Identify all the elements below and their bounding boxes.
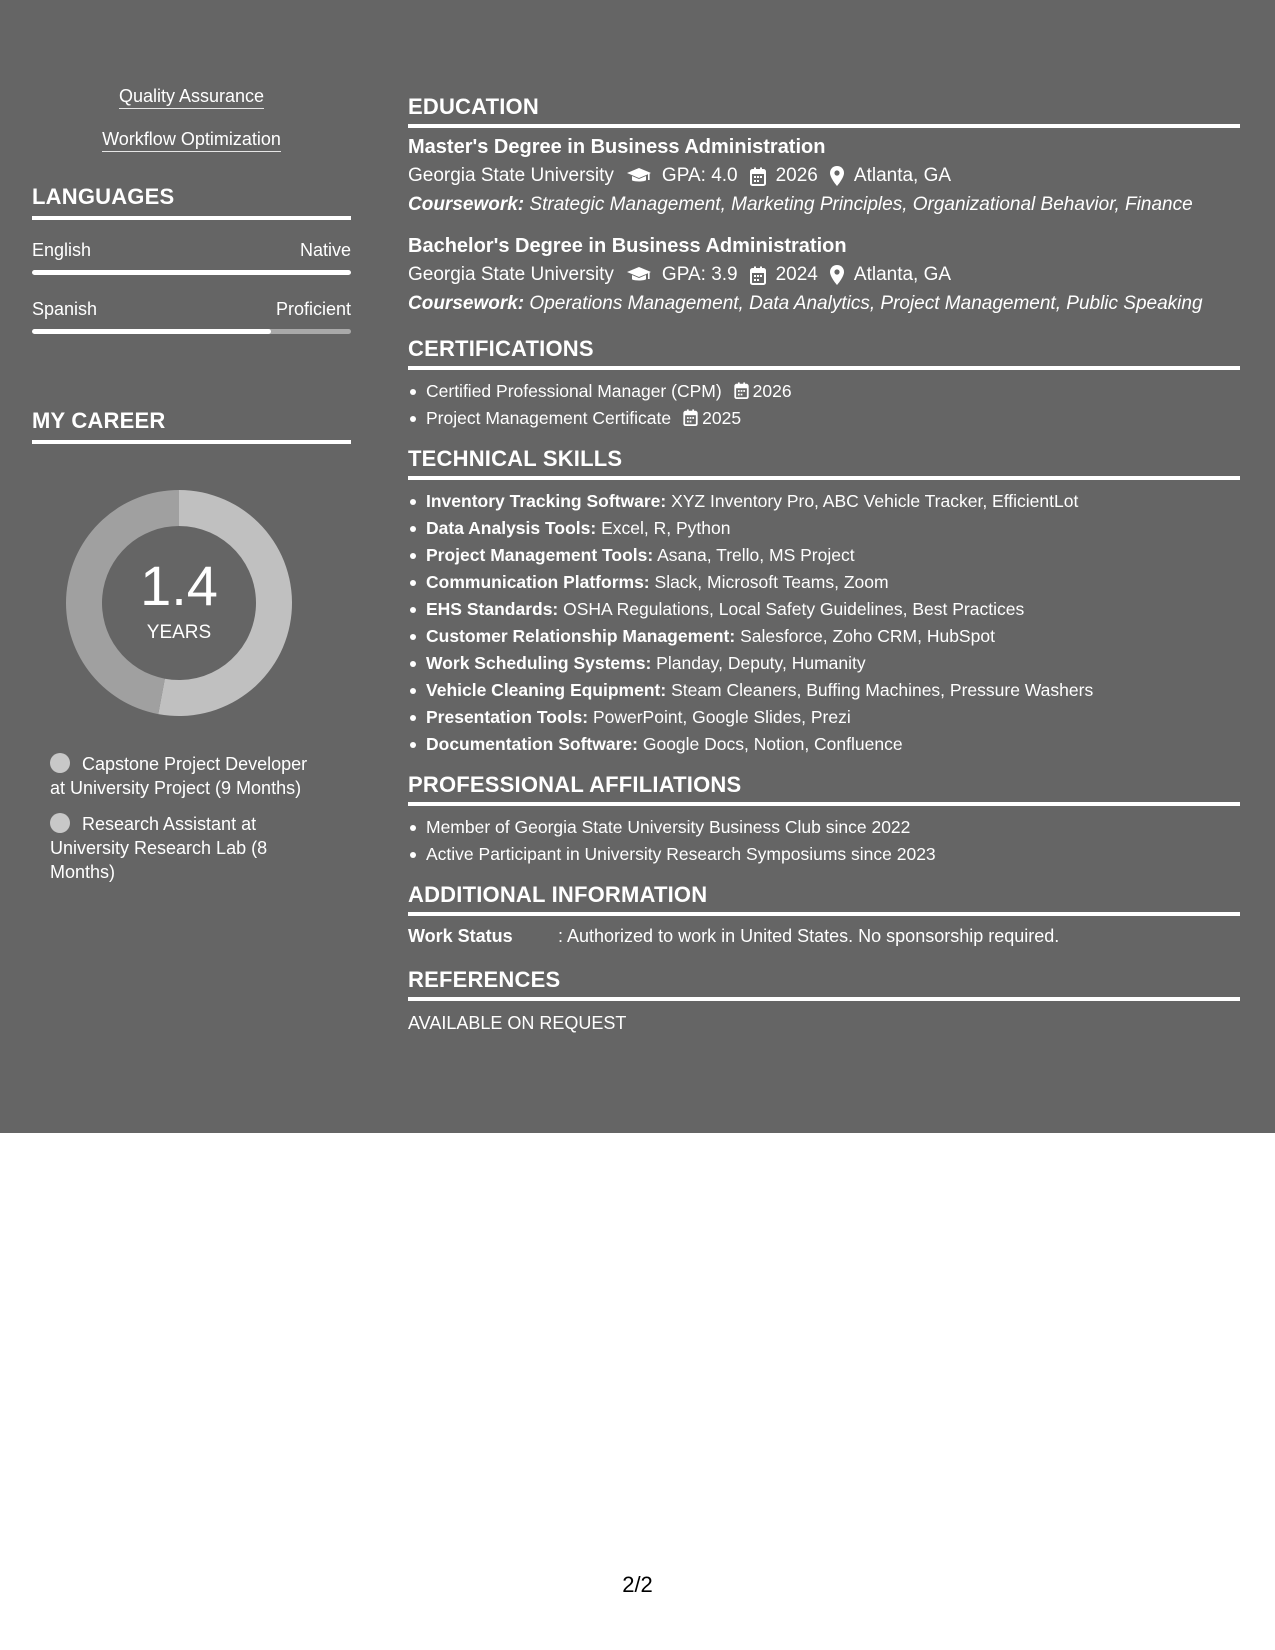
affiliations-heading: PROFESSIONAL AFFILIATIONS	[408, 772, 1240, 806]
affiliation-item: Member of Georgia State University Business Club since 2022	[408, 814, 1240, 841]
technical-skill-item	[408, 515, 1240, 542]
coursework-text: Operations Management, Data Analytics, Project Management, Public Speaking	[529, 293, 1203, 314]
language-bar	[32, 329, 351, 334]
skill-values: Salesforce, Zoho CRM, HubSpot	[740, 626, 995, 646]
degree-entry	[408, 235, 1240, 316]
calendar-icon	[734, 382, 749, 399]
work-status-value: : Authorized to work in United States. No sponsorship required.	[558, 926, 1060, 946]
degree-year: 2024	[775, 264, 818, 285]
work-status-row	[408, 926, 1240, 947]
skill-category: Project Management Tools:	[426, 545, 654, 565]
skill-category: Inventory Tracking Software:	[426, 491, 667, 511]
gpa: GPA: 4.0	[661, 165, 738, 186]
skill-values: OSHA Regulations, Local Safety Guidelines, Best Practices	[563, 599, 1025, 619]
language-bar-fill	[32, 270, 351, 275]
technical-skill-item	[408, 488, 1240, 515]
technical-skill-item	[408, 704, 1240, 731]
references-heading: REFERENCES	[408, 967, 1240, 1001]
graduation-cap-icon	[626, 266, 652, 284]
skill-category: Data Analysis Tools:	[426, 518, 597, 538]
skill-link-quality-assurance[interactable]	[32, 86, 351, 107]
career-heading: MY CAREER	[32, 408, 351, 444]
career-list	[50, 752, 320, 884]
technical-skill-item	[408, 650, 1240, 677]
degree-title: Bachelor's Degree in Business Administration	[408, 235, 847, 257]
school-name: Georgia State University	[408, 165, 614, 186]
skill-label: Quality Assurance	[119, 86, 264, 109]
affiliations-list	[408, 814, 1240, 868]
language-bar	[32, 270, 351, 275]
degree-location: Atlanta, GA	[853, 264, 952, 285]
career-donut	[64, 488, 294, 718]
technical-skills-heading: TECHNICAL SKILLS	[408, 446, 1240, 480]
skill-category: Communication Platforms:	[426, 572, 650, 592]
language-level: Native	[299, 240, 351, 260]
career-item-text: Research Assistant at University Research Lab (8 Months)	[50, 814, 268, 882]
sidebar	[32, 86, 351, 896]
skill-label: Workflow Optimization	[102, 129, 281, 152]
skill-category: EHS Standards:	[426, 599, 559, 619]
technical-skills-list	[408, 488, 1240, 758]
skill-category: Presentation Tools:	[426, 707, 589, 727]
skill-values: Planday, Deputy, Humanity	[656, 653, 866, 673]
certification-name: Project Management Certificate	[426, 408, 672, 428]
work-status-label: Work Status	[408, 926, 513, 946]
skill-values: Steam Cleaners, Buffing Machines, Pressure Washers	[671, 680, 1094, 700]
career-dot-icon	[50, 753, 70, 773]
career-item-text: Capstone Project Developer at University Project (9 Months)	[50, 754, 308, 798]
language-english	[32, 240, 351, 275]
education-heading: EDUCATION	[408, 94, 1240, 128]
skill-values: XYZ Inventory Pro, ABC Vehicle Tracker, EfficientLot	[671, 491, 1079, 511]
degree-entry	[408, 136, 1240, 217]
certification-item	[408, 405, 1240, 432]
calendar-icon	[750, 167, 766, 186]
location-pin-icon	[830, 166, 844, 186]
gpa: GPA: 3.9	[661, 264, 738, 285]
certification-item	[408, 378, 1240, 405]
technical-skill-item	[408, 623, 1240, 650]
skill-category: Customer Relationship Management:	[426, 626, 736, 646]
coursework	[408, 292, 1240, 316]
degree-year: 2026	[775, 165, 818, 186]
skill-link-workflow-optimization[interactable]	[32, 129, 351, 150]
certifications-heading: CERTIFICATIONS	[408, 336, 1240, 370]
language-bar-fill	[32, 329, 271, 334]
career-years-unit: YEARS	[146, 622, 212, 643]
coursework-label: Coursework:	[408, 293, 525, 314]
page-number: 2/2	[622, 1572, 653, 1597]
technical-skill-item	[408, 569, 1240, 596]
certification-year: 2026	[752, 381, 792, 401]
languages-heading: LANGUAGES	[32, 184, 351, 220]
career-item	[50, 812, 320, 884]
location-pin-icon	[830, 265, 844, 285]
certification-year: 2025	[702, 408, 742, 428]
skill-category: Documentation Software:	[426, 734, 638, 754]
skill-values: Slack, Microsoft Teams, Zoom	[654, 572, 889, 592]
skill-values: Google Docs, Notion, Confluence	[642, 734, 903, 754]
career-years-value: 1.4	[140, 554, 218, 617]
degree-location: Atlanta, GA	[853, 165, 952, 186]
affiliation-item: Active Participant in University Research Symposiums since 2023	[408, 841, 1240, 868]
technical-skill-item	[408, 677, 1240, 704]
main-content	[408, 94, 1240, 1034]
career-dot-icon	[50, 813, 70, 833]
language-name: Spanish	[32, 299, 98, 319]
degree-title: Master's Degree in Business Administration	[408, 136, 826, 158]
skill-values: Excel, R, Python	[601, 518, 731, 538]
technical-skill-item	[408, 542, 1240, 569]
skill-category: Vehicle Cleaning Equipment:	[426, 680, 667, 700]
language-level: Proficient	[275, 299, 351, 319]
technical-skill-item	[408, 731, 1240, 758]
language-name: English	[32, 240, 92, 260]
technical-skill-item	[408, 596, 1240, 623]
coursework-text: Strategic Management, Marketing Principles, Organizational Behavior, Finance	[529, 194, 1193, 215]
language-spanish	[32, 299, 351, 334]
school-name: Georgia State University	[408, 264, 614, 285]
calendar-icon	[683, 409, 698, 426]
calendar-icon	[750, 266, 766, 285]
certification-name: Certified Professional Manager (CPM)	[426, 381, 722, 401]
references-text: AVAILABLE ON REQUEST	[408, 1013, 627, 1033]
certifications-list	[408, 378, 1240, 432]
coursework-label: Coursework:	[408, 194, 525, 215]
skill-category: Work Scheduling Systems:	[426, 653, 652, 673]
graduation-cap-icon	[626, 167, 652, 185]
skill-values: PowerPoint, Google Slides, Prezi	[592, 707, 851, 727]
additional-info-heading: ADDITIONAL INFORMATION	[408, 882, 1240, 916]
skill-values: Asana, Trello, MS Project	[657, 545, 855, 565]
career-item	[50, 752, 320, 800]
coursework	[408, 193, 1240, 217]
